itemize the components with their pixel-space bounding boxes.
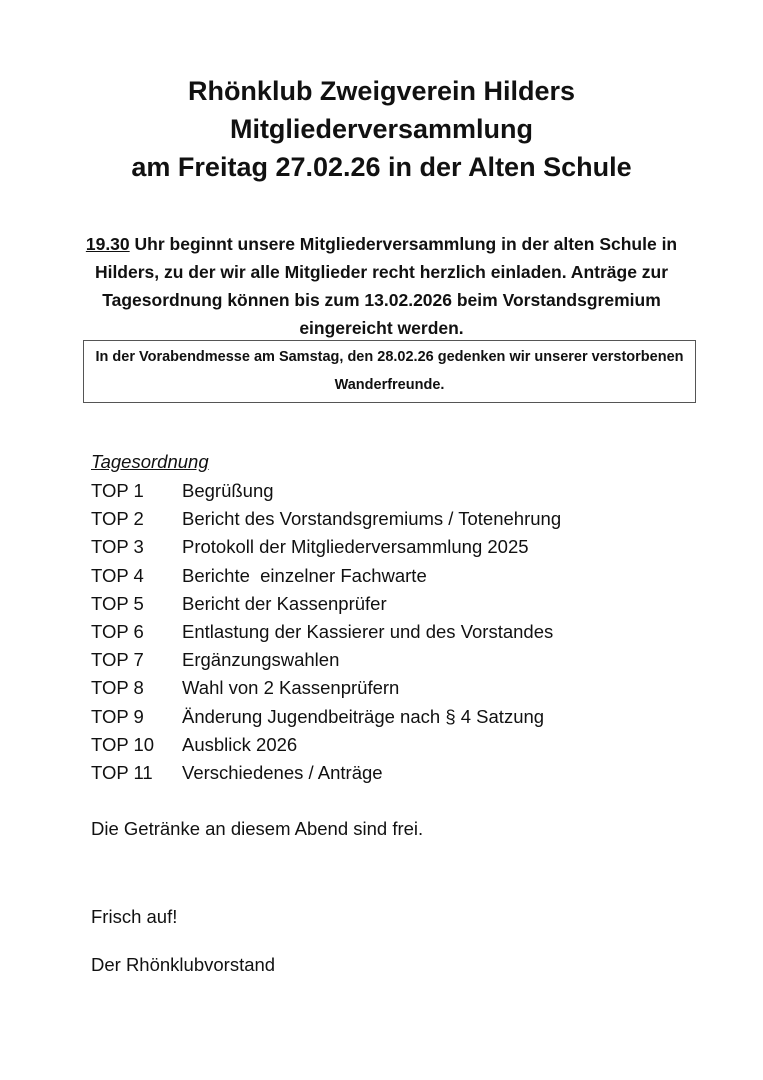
agenda-item-number: TOP 2 [91, 508, 144, 530]
agenda-item-text: Ergänzungswahlen [182, 649, 340, 671]
agenda-item [91, 703, 731, 731]
agenda-item-text: Verschiedenes / Anträge [182, 761, 383, 783]
agenda-item [91, 674, 731, 702]
signature-line: Der Rhönklubvorstand [91, 954, 276, 975]
agenda-item-number: TOP 11 [91, 761, 153, 783]
agenda-item [91, 646, 731, 674]
agenda-item-number: TOP 8 [91, 677, 144, 699]
agenda-item-number: TOP 10 [91, 733, 155, 755]
agenda-item-number: TOP 9 [91, 705, 144, 727]
agenda-item-text: Änderung Jugendbeiträge nach § 4 Satzung [182, 705, 545, 727]
drinks-note: Die Getränke an diesem Abend sind frei. [91, 818, 424, 839]
agenda-item [91, 562, 731, 590]
agenda-item-text: Begrüßung [182, 480, 274, 501]
agenda-item-text: Ausblick 2026 [182, 733, 298, 755]
agenda-item-text: Berichte einzelner Fachwarte [182, 564, 427, 586]
document-title [0, 72, 763, 186]
intro-paragraph [70, 230, 693, 342]
intro-time: 19.30 [85, 234, 130, 254]
agenda-item-text: Entlastung der Kassierer und des Vorstandes [182, 620, 554, 642]
agenda-item-number: TOP 5 [91, 592, 144, 614]
agenda-item [91, 477, 731, 505]
agenda-item [91, 618, 731, 646]
agenda-item [91, 505, 731, 533]
agenda-item-text: Bericht der Kassenprüfer [182, 592, 387, 614]
agenda-item [91, 533, 731, 561]
agenda-item-number: TOP 3 [91, 536, 144, 558]
agenda-item-number: TOP 7 [91, 649, 144, 671]
agenda-list [91, 477, 731, 787]
agenda-item-text: Protokoll der Mitgliederversammlung 2025 [182, 536, 529, 558]
agenda-item-number: TOP 4 [91, 564, 144, 586]
agenda-item [91, 759, 731, 787]
agenda-item-number: TOP 6 [91, 620, 144, 642]
agenda-section [91, 447, 731, 787]
agenda-item-text: Bericht des Vorstandsgremiums / Totenehrung [182, 508, 562, 530]
memorial-notice-text: In der Vorabendmesse am Samstag, den 28.02.26 gedenken wir unserer verstorbenen Wanderfreunde. [95, 349, 684, 393]
title-date-location: am Freitag 27.02.26 in der Alten Schule [131, 152, 632, 182]
agenda-item [91, 731, 731, 759]
agenda-heading: Tagesordnung [91, 451, 209, 472]
title-club-name: Rhönklub Zweigverein Hilders [187, 76, 576, 106]
title-event: Mitgliederversammlung [229, 114, 534, 144]
agenda-item-text: Wahl von 2 Kassenprüfern [182, 677, 400, 699]
agenda-item [91, 590, 731, 618]
intro-text: Uhr beginnt unsere Mitgliederversammlung in der alten Schule in Hilders, zu der wir alle Mitglieder recht herzlich einladen. Anträge zur Tagesordnung können bis zum 13.02.2026 beim Vorstandsgremium eingereicht werden. [94, 234, 678, 338]
closing-greeting: Frisch auf! [91, 906, 178, 927]
agenda-item-number: TOP 1 [91, 480, 144, 501]
memorial-notice-box [83, 340, 696, 403]
